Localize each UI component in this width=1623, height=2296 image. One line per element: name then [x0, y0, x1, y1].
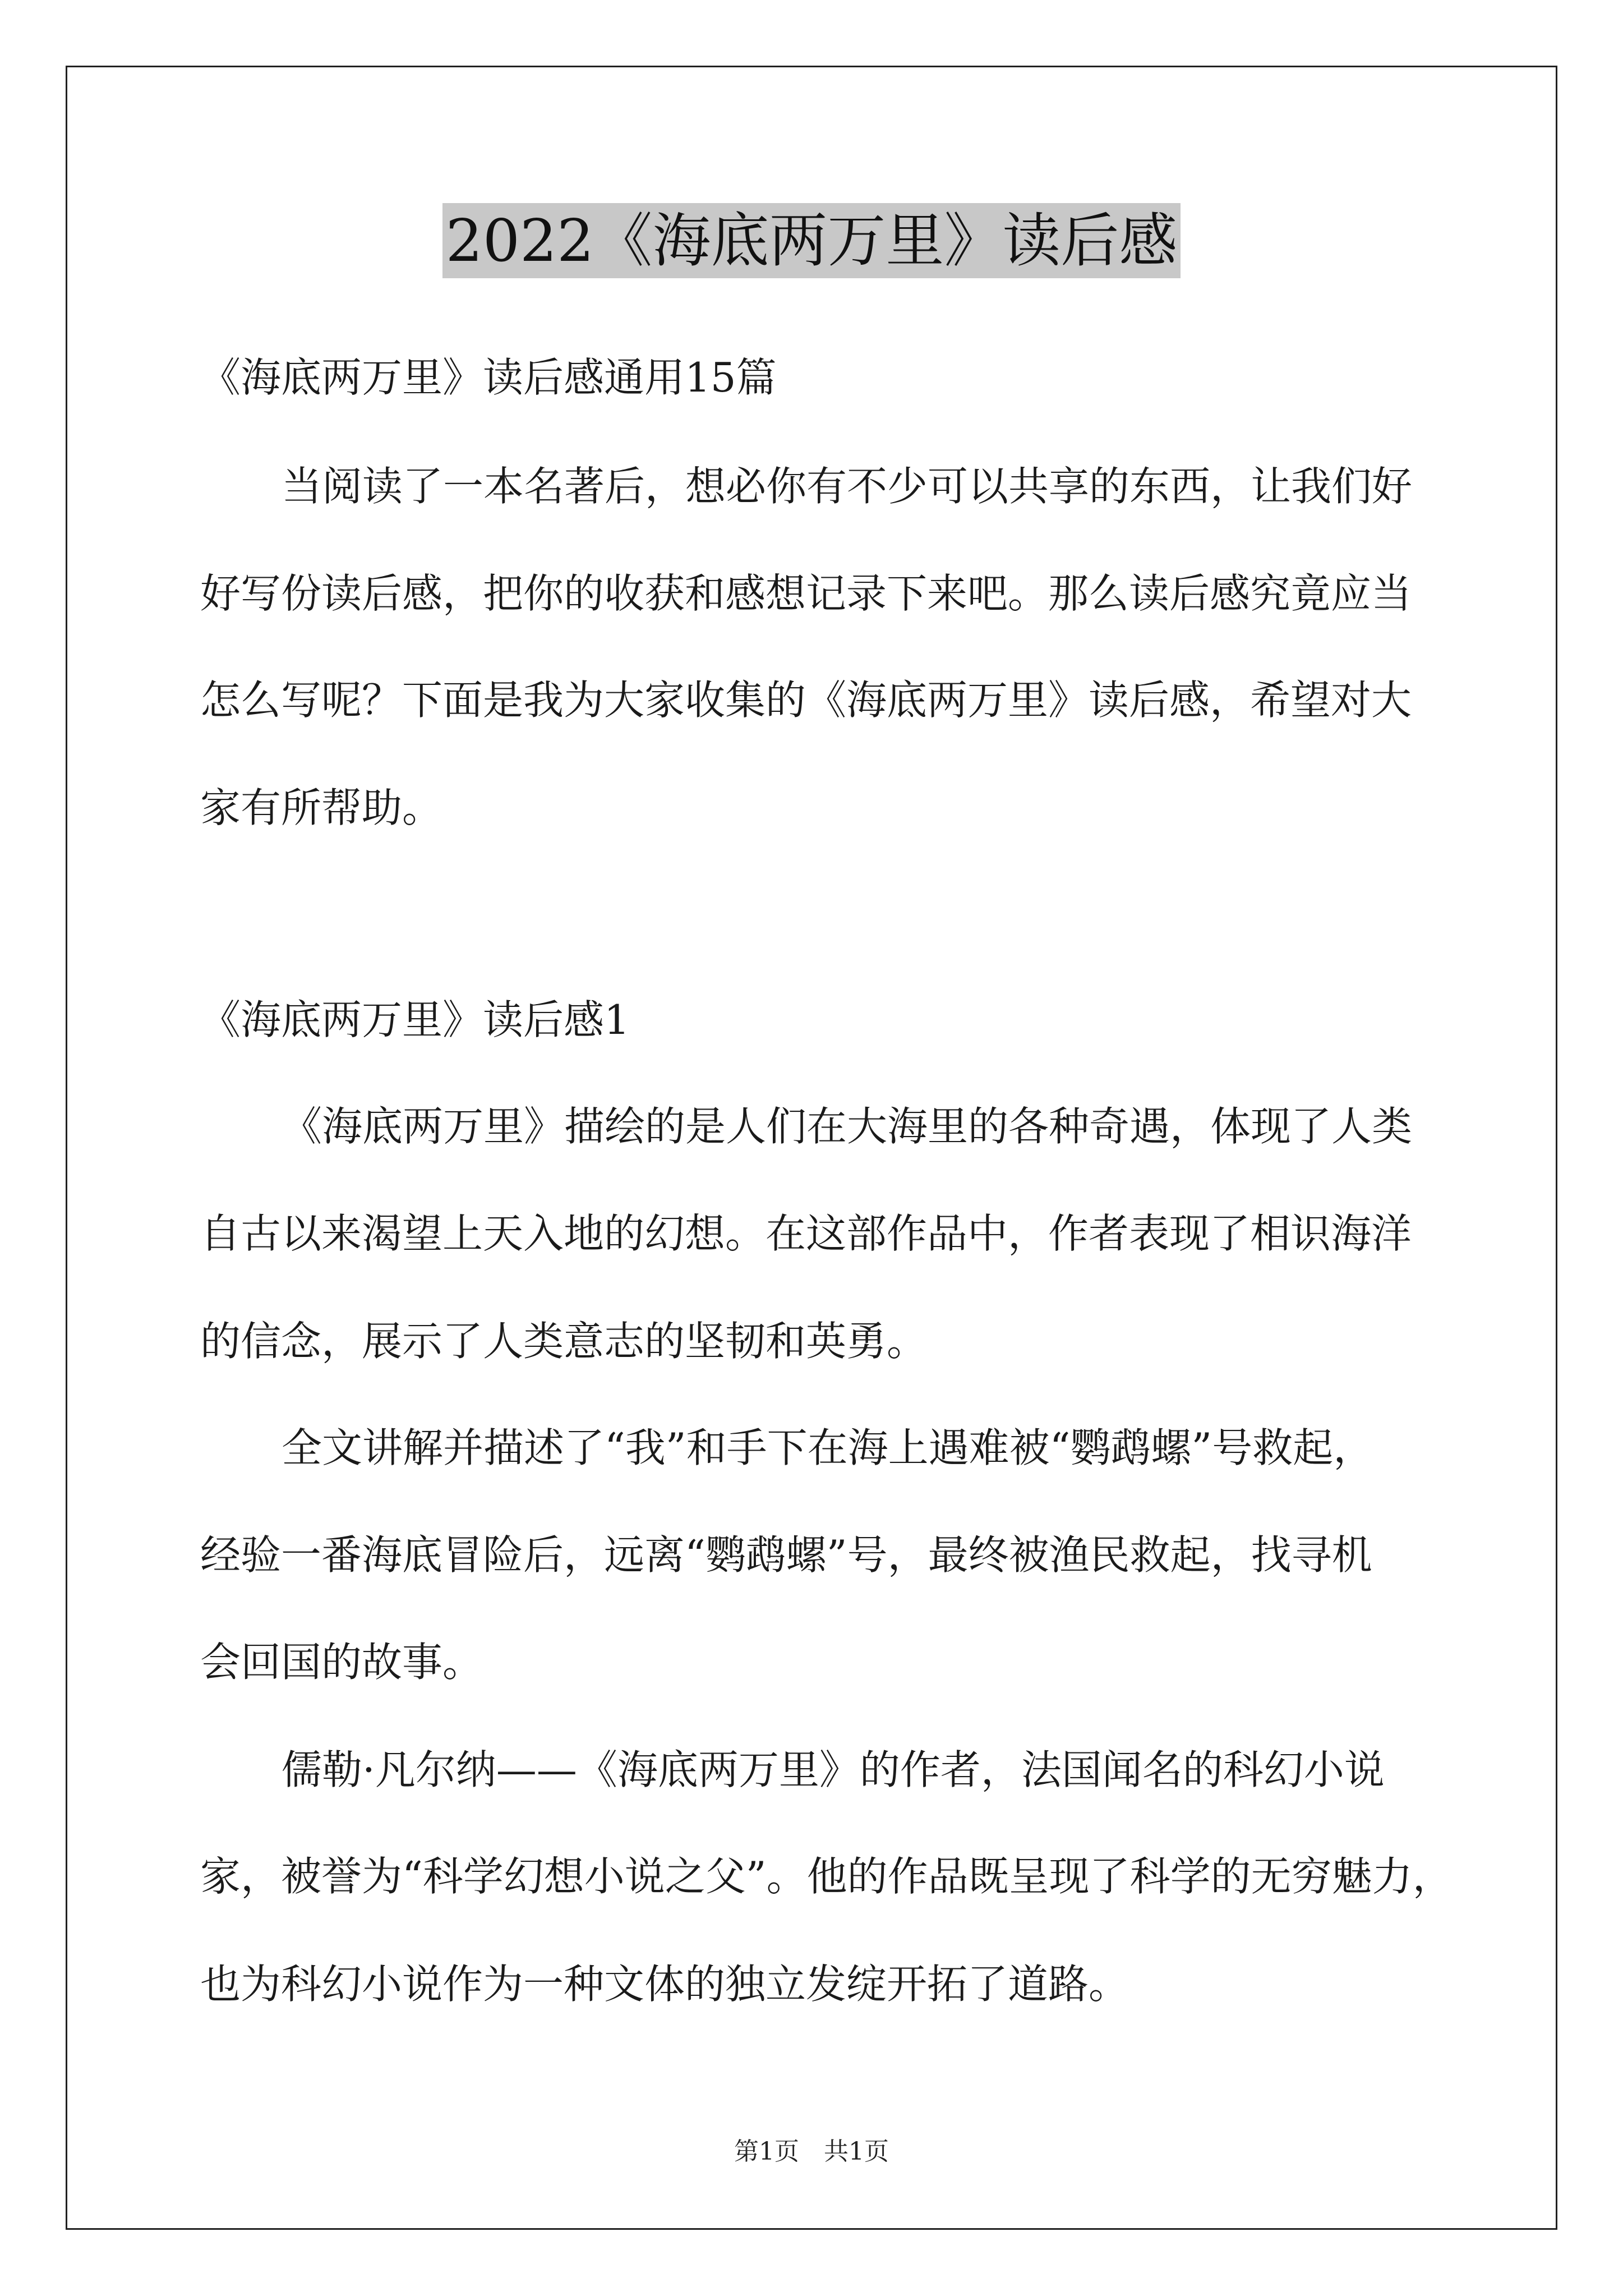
intro-line: 家有所帮助。 — [200, 784, 443, 831]
page-footer: 第1页 共1页 — [734, 2137, 889, 2166]
paragraph-line: 自古以来渴望上天入地的幻想。在这部作品中，作者表现了相识海洋 — [200, 1210, 1412, 1257]
intro-line: 怎么写呢？下面是我为大家收集的《海底两万里》读后感，希望对大 — [200, 677, 1412, 724]
paragraph-line: 全文讲解并描述了“我”和手下在海上遇难被“鹦鹉螺”号救起， — [282, 1424, 1374, 1471]
paragraph-line: 会回国的故事。 — [200, 1639, 483, 1686]
paragraph-line: 儒勒·凡尔纳——《海底两万里》的作者，法国闻名的科幻小说 — [282, 1746, 1385, 1793]
section-heading: 《海底两万里》读后感1 — [200, 996, 630, 1043]
paragraph-line: 的信念，展示了人类意志的坚韧和英勇。 — [200, 1318, 928, 1365]
paragraph-line: 经验一番海底冒险后，远离“鹦鹉螺”号，最终被渔民救起，找寻机 — [200, 1531, 1372, 1579]
intro-line: 当阅读了一本名著后，想必你有不少可以共享的东西，让我们好 — [282, 463, 1413, 510]
intro-line: 好写份读后感，把你的收获和感想记录下来吧。那么读后感究竟应当 — [200, 570, 1412, 617]
paragraph-line: 家，被誉为“科学幻想小说之父”。他的作品既呈现了科学的无穷魅力， — [200, 1853, 1453, 1900]
title-container — [0, 203, 1623, 278]
document-title: 2022《海底两万里》读后感 — [442, 203, 1181, 278]
paragraph-line: 也为科幻小说作为一种文体的独立发绽开拓了道路。 — [200, 1961, 1129, 2008]
document-subtitle: 《海底两万里》读后感通用15篇 — [200, 354, 777, 401]
paragraph-line: 《海底两万里》描绘的是人们在大海里的各种奇遇，体现了人类 — [282, 1103, 1413, 1150]
